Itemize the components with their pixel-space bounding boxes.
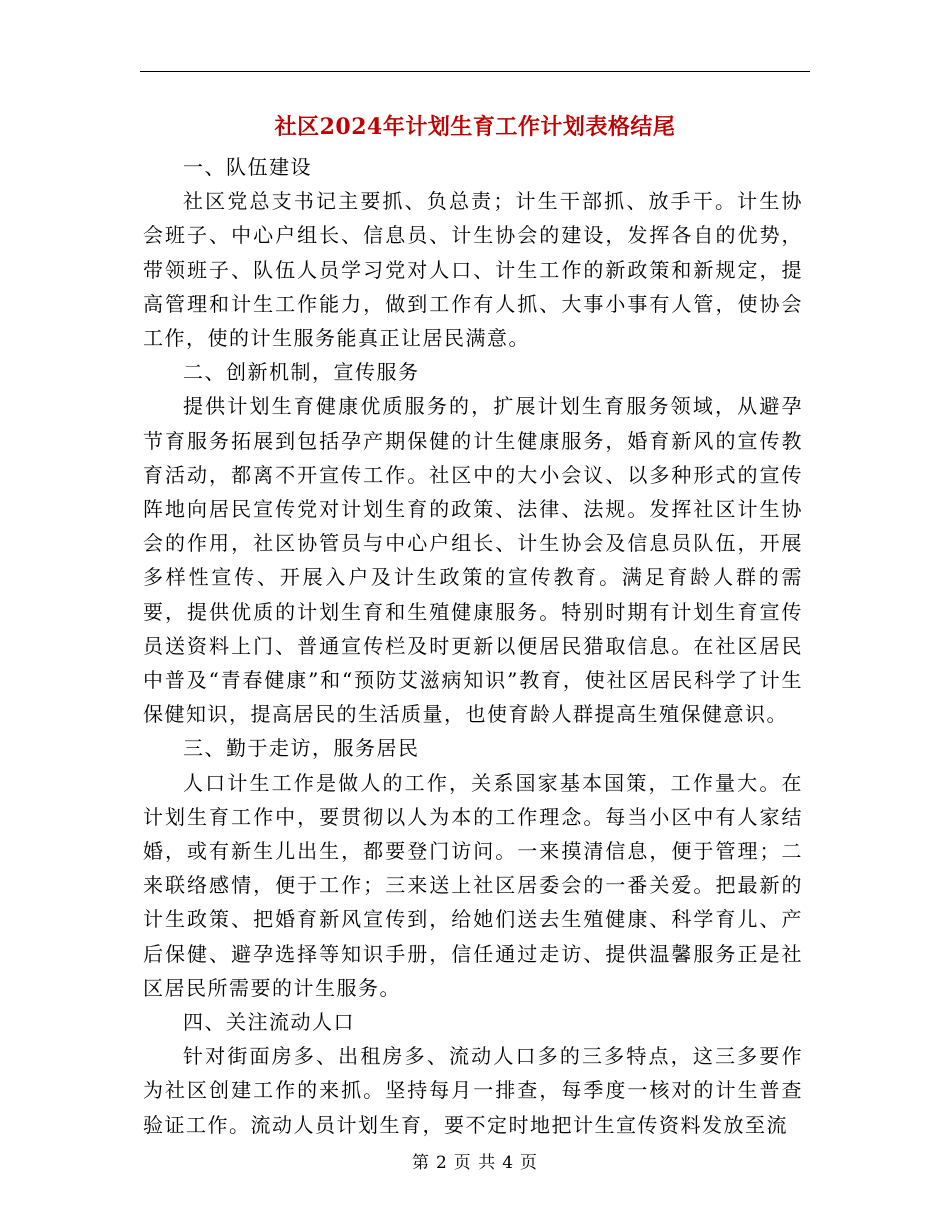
document-body: [143, 150, 803, 1142]
paragraph-innovation: 提供计划生育健康优质服务的，扩展计划生育服务领域，从避孕节育服务拓展到包括孕产期保健的计生健康服务，婚育新风的宣传教育活动，都离不开宣传工作。社区中的大小会议、以多种形式的宣传阵地向居民宣传党对计划生育的政策、法律、法规。发挥社区计生协会的作用，社区协管员与中心户组长、计生协会及信息员队伍，开展多样性宣传、开展入户及计生政策的宣传教育。满足育龄人群的需要，提供优质的计划生育和生殖健康服务。特别时期有计划生育宣传员送资料上门、普通宣传栏及时更新以便居民猎取信息。在社区居民中普及“青春健康”和“预防艾滋病知识”教育，使社区居民科学了计生保健知识，提高居民的生活质量，也使育龄人群提高生殖保健意识。: [143, 394, 803, 727]
paragraph-visits: 人口计生工作是做人的工作，关系国家基本国策，工作量大。在计划生育工作中，要贯彻以人为本的工作理念。每当小区中有人家结婚，或有新生儿出生，都要登门访问。一来摸清信息，便于管理；二来联络感情，便于工作；三来送上社区居委会的一番关爱。把最新的计生政策、把婚育新风宣传到，给她们送去生殖健康、科学育儿、产后保健、避孕选择等知识手册，信任通过走访、提供温馨服务正是社区居民所需要的计生服务。: [143, 770, 803, 1000]
total-pages-number: 4: [502, 1153, 515, 1173]
footer-prefix: 第: [411, 1153, 430, 1173]
section-heading-innovation: 二、创新机制，宣传服务: [183, 360, 420, 385]
section-heading-migrants: 四、关注流动人口: [183, 1010, 355, 1035]
paragraph-team: 社区党总支书记主要抓、负总责；计生干部抓、放手干。计生协会班子、中心户组长、信息员、计生协会的建设，发挥各自的优势，带领班子、队伍人员学习党对人口、计生工作的新政策和新规定，提高管理和计生工作能力，做到工作有人抓、大事小事有人管，使协会工作，使的计生服务能真正让居民满意。: [143, 189, 803, 351]
section-heading-team: 一、队伍建设: [183, 155, 312, 179]
header-rule: [140, 71, 810, 72]
footer-middle: 页 共: [453, 1153, 497, 1173]
footer-suffix: 页: [520, 1153, 539, 1173]
current-page-number: 2: [435, 1153, 448, 1173]
document-title: 社区2024年计划生育工作计划表格结尾: [274, 114, 676, 140]
page-footer: [0, 1151, 950, 1175]
paragraph-migrants: 针对街面房多、出租房多、流动人口多的三多特点，这三多要作为社区创建工作的来抓。坚持每月一排查，每季度一核对的计生普查验证工作。流动人员计划生育，要不定时地把计生宣传资料发放至流: [143, 1044, 803, 1137]
section-heading-visits: 三、勤于走访，服务居民: [183, 736, 420, 761]
